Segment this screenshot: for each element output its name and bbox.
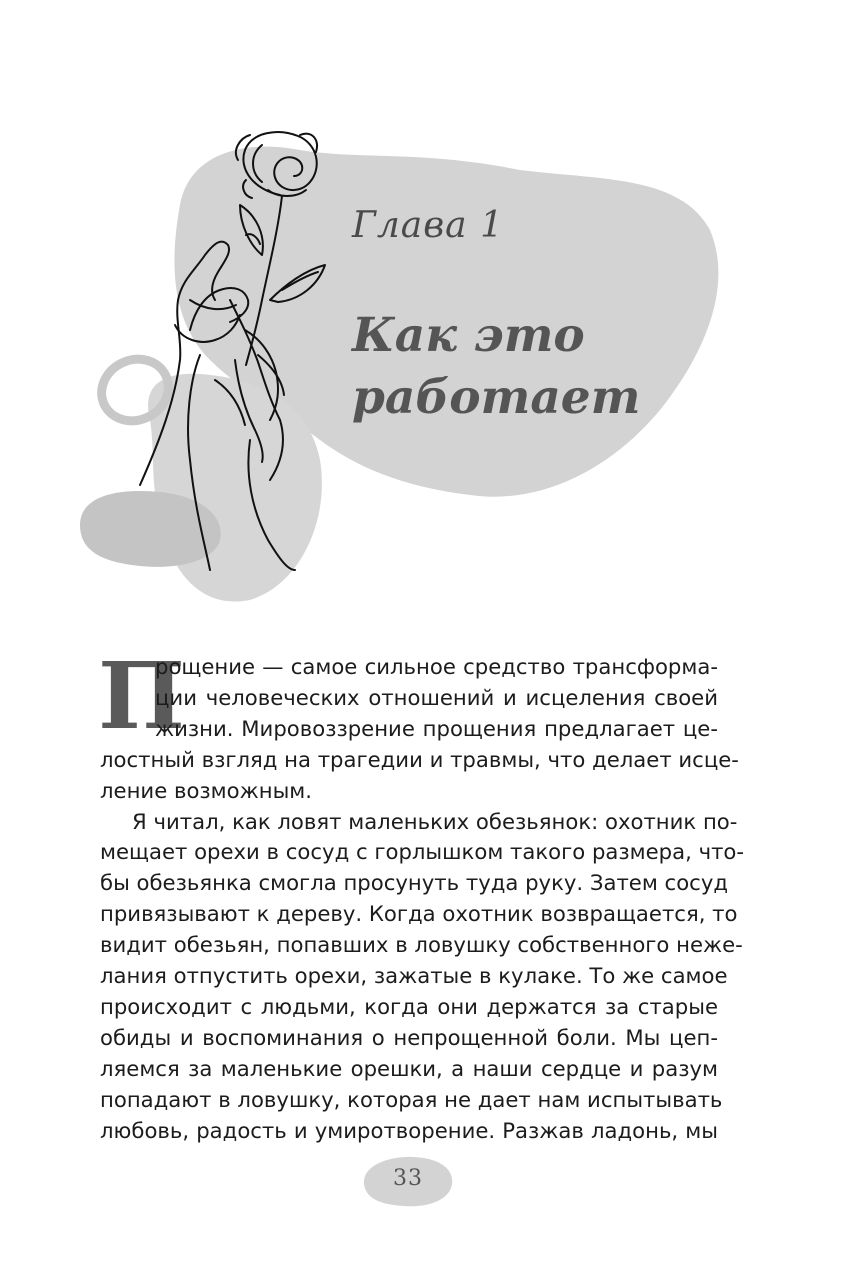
- paragraph-line: попадают в ловушку, которая не дает нам испытывать: [100, 1086, 723, 1112]
- paragraph-line: ляемся за маленькие орешки, а наши сердце и разум: [100, 1055, 718, 1081]
- paragraph-line: привязывают к дереву. Когда охотник возвращается, то: [100, 901, 738, 927]
- paragraph-line: ление возможным.: [100, 777, 313, 803]
- paragraph-line: любовь, радость и умиротворение. Разжав ладонь, мы: [100, 1117, 718, 1143]
- paragraph-line: происходит с людьми, когда они держатся за старые: [100, 993, 718, 1019]
- chapter-title-line-2: работает: [352, 370, 641, 425]
- paragraph-1: [98, 642, 739, 807]
- page-number: 33: [393, 1166, 423, 1191]
- chapter-title: [352, 305, 640, 429]
- paragraph-line: мещает орехи в сосуд с горлышком такого размера, что-: [100, 839, 745, 865]
- paragraph-line: обиды и воспоминания о непрощенной боли. Мы цеп-: [100, 1024, 718, 1050]
- paragraph-line: жизни. Мировоззрение прощения предлагает це-: [155, 715, 718, 741]
- paragraph-line: рощение — самое сильное средство трансформа-: [155, 654, 718, 679]
- paragraph-line: лостный взгляд на трагедии и травмы, что делает исце-: [100, 746, 739, 772]
- body-text: [98, 642, 745, 1147]
- drop-cap: П: [98, 642, 185, 750]
- paragraph-line: ции человеческих отношений и исцеления своей: [155, 684, 718, 710]
- paragraph-2: [100, 807, 745, 1147]
- chapter-label: Глава 1: [352, 205, 504, 246]
- paragraph-line: бы обезьянка смогла просунуть туда руку. Затем сосуд: [100, 870, 729, 896]
- chapter-title-line-1: Как это: [352, 308, 585, 363]
- paragraph-line: Я читал, как ловят маленьких обезьянок: охотник по-: [132, 808, 738, 834]
- paragraph-line: лания отпустить орехи, зажатые в кулаке. То же самое: [100, 963, 728, 989]
- paragraph-line: видит обезьян, попавших в ловушку собственного неже-: [100, 932, 743, 958]
